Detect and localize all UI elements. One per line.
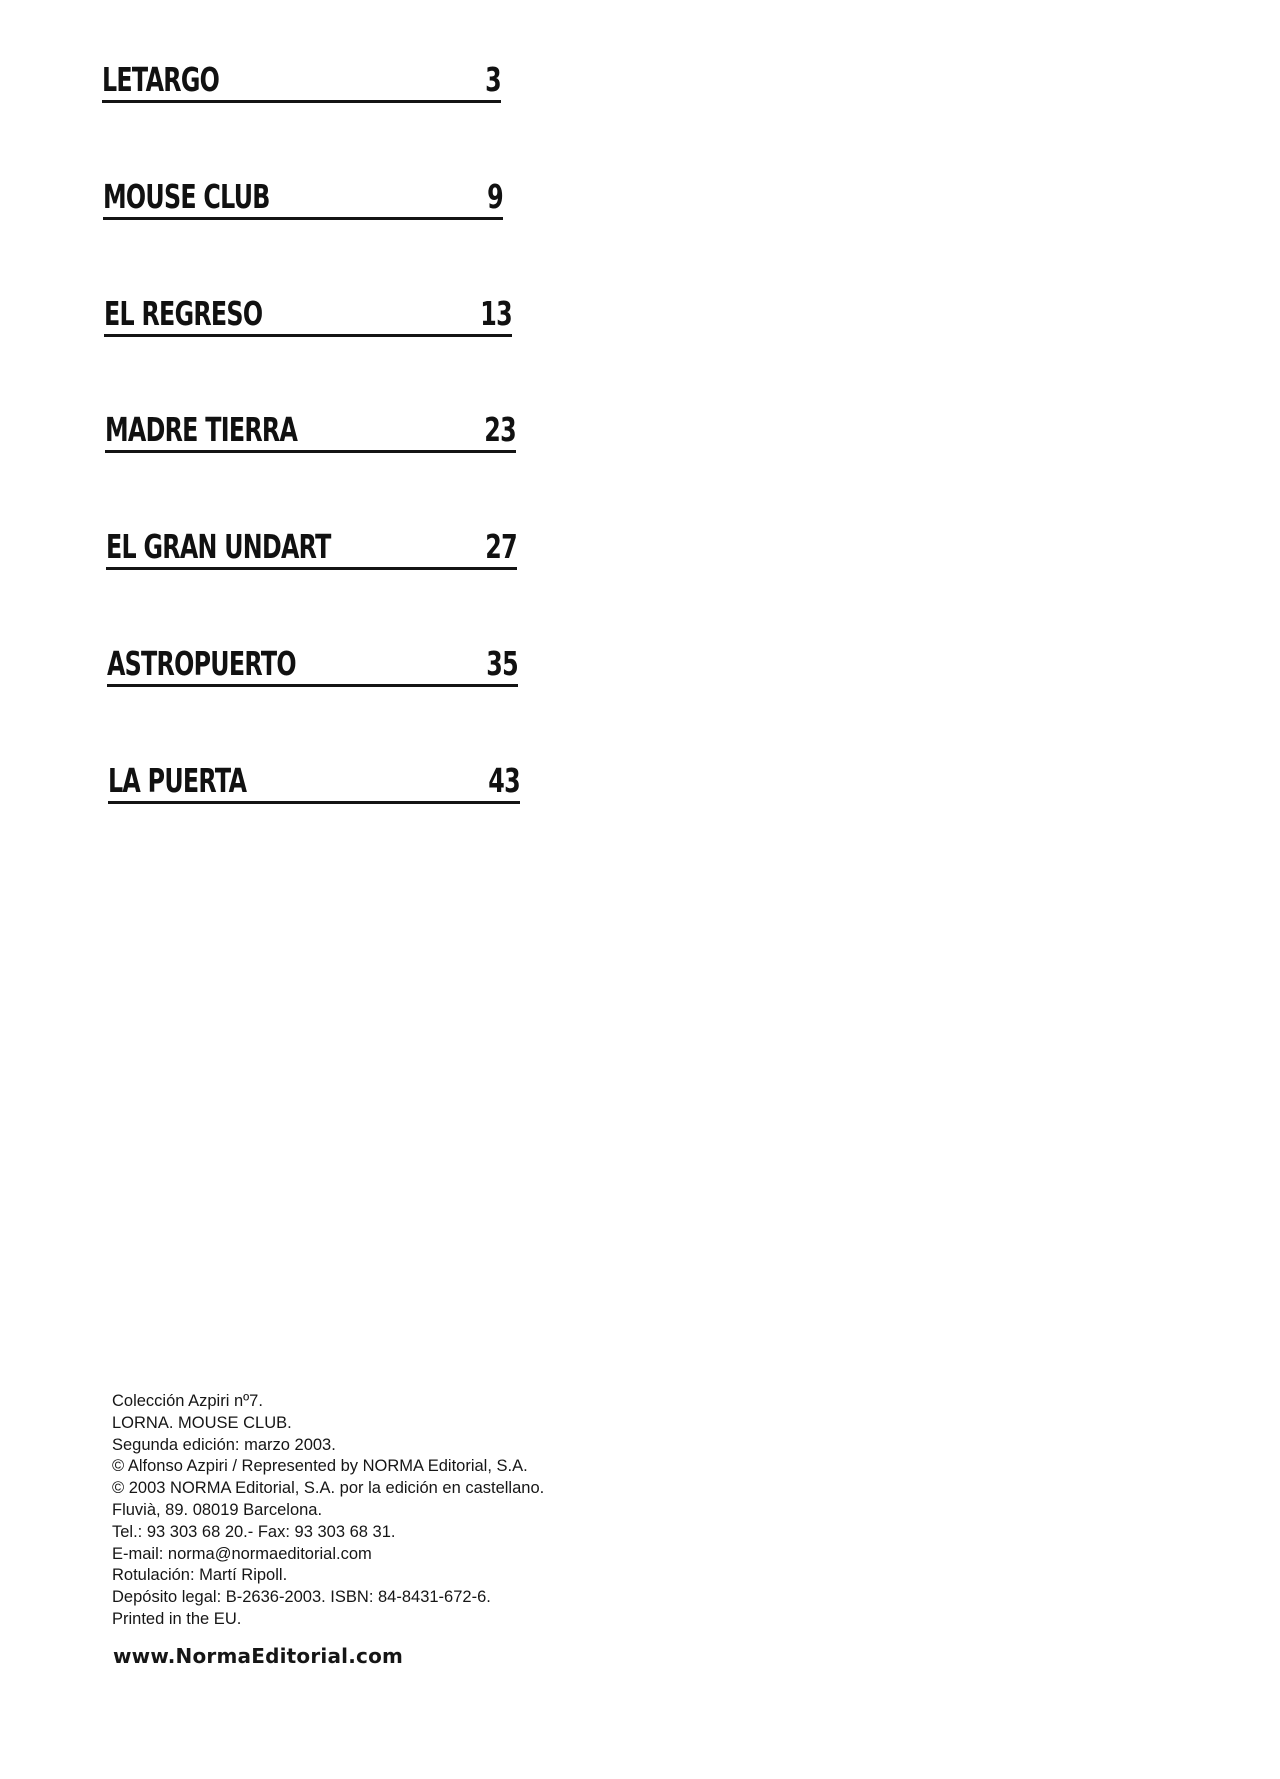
toc-entry-letargo[interactable] bbox=[102, 62, 501, 103]
toc-entry-page: 13 bbox=[480, 294, 512, 333]
toc-entry-page: 35 bbox=[486, 644, 518, 683]
toc-entry-title: LA PUERTA bbox=[108, 761, 247, 800]
toc-entry-la-puerta[interactable] bbox=[108, 763, 520, 804]
colophon bbox=[112, 1391, 812, 1631]
colophon-line: Printed in the EU. bbox=[112, 1609, 242, 1628]
toc-entry-title: MOUSE CLUB bbox=[103, 177, 270, 216]
toc-entry-el-gran-undart[interactable] bbox=[106, 529, 517, 570]
toc-entry-page: 3 bbox=[485, 60, 501, 99]
toc-entry-title: MADRE TIERRA bbox=[105, 410, 298, 449]
toc-entry-page: 23 bbox=[484, 410, 516, 449]
toc-entry-title: ASTROPUERTO bbox=[107, 644, 296, 683]
toc-entry-madre-tierra[interactable] bbox=[105, 412, 516, 453]
toc-entry-astropuerto[interactable] bbox=[107, 646, 518, 687]
colophon-line: LORNA. MOUSE CLUB. bbox=[112, 1413, 292, 1432]
colophon-line: © 2003 NORMA Editorial, S.A. por la edición en castellano. bbox=[112, 1479, 545, 1498]
website-url[interactable]: www.NormaEditorial.com bbox=[113, 1644, 404, 1668]
colophon-line: Depósito legal: B-2636-2003. ISBN: 84-8431-672-6. bbox=[112, 1588, 491, 1607]
toc-entry-title: EL GRAN UNDART bbox=[106, 527, 331, 566]
colophon-line: Fluvià, 89. 08019 Barcelona. bbox=[112, 1500, 323, 1519]
colophon-line: Segunda edición: marzo 2003. bbox=[112, 1435, 336, 1454]
colophon-line: Tel.: 93 303 68 20.- Fax: 93 303 68 31. bbox=[112, 1522, 396, 1541]
toc-entry-el-regreso[interactable] bbox=[104, 296, 512, 337]
colophon-line: © Alfonso Azpiri / Represented by NORMA Editorial, S.A. bbox=[112, 1457, 528, 1476]
toc-entry-title: EL REGRESO bbox=[104, 294, 263, 333]
colophon-line: Colección Azpiri nº7. bbox=[112, 1392, 263, 1410]
colophon-line: E-mail: norma@normaeditorial.com bbox=[112, 1544, 372, 1563]
toc-entry-page: 43 bbox=[488, 761, 520, 800]
colophon-line: Rotulación: Martí Ripoll. bbox=[112, 1566, 288, 1585]
toc-entry-mouse-club[interactable] bbox=[103, 179, 503, 220]
toc-entry-page: 27 bbox=[485, 527, 517, 566]
toc-entry-title: LETARGO bbox=[102, 60, 220, 99]
toc-entry-page: 9 bbox=[487, 177, 503, 216]
